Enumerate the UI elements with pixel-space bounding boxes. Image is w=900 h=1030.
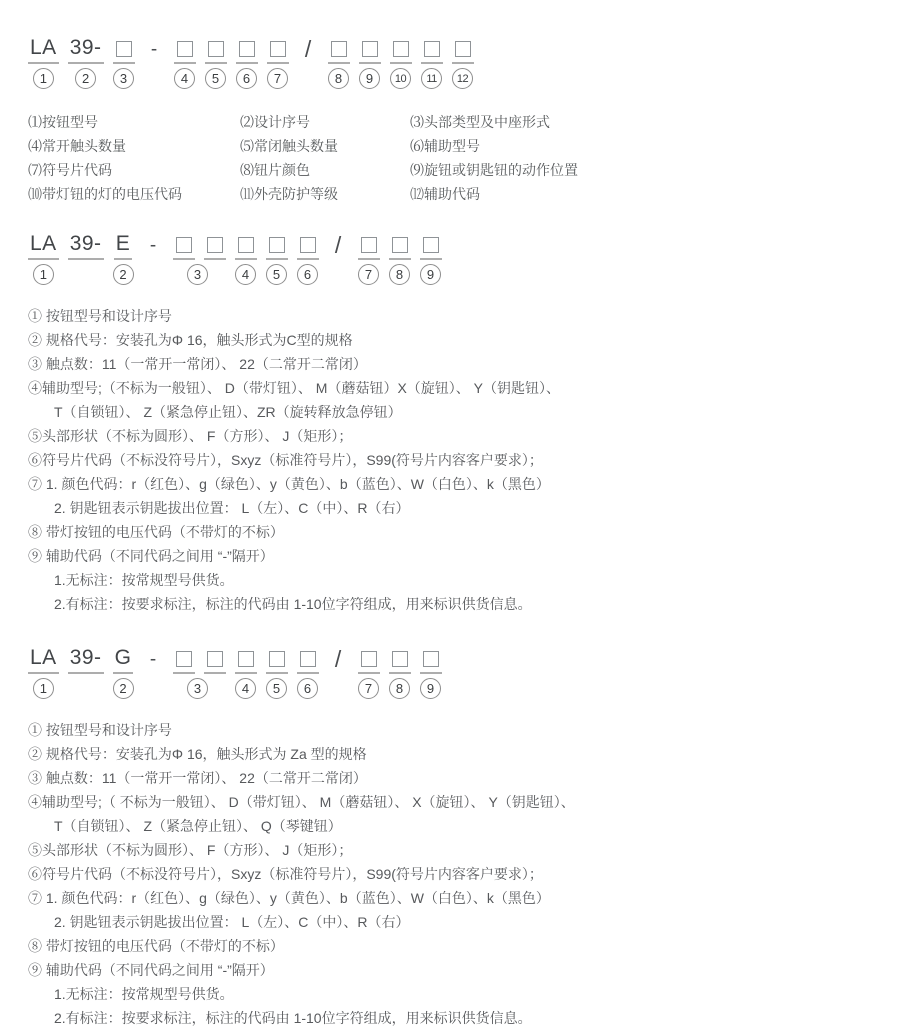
circle-area xyxy=(75,264,96,288)
explanation-line: ⑤头部形状（不标为圆形）、 F（方形）、 J（矩形）； xyxy=(28,842,353,858)
code-box-slot xyxy=(359,36,381,92)
code-box-slot xyxy=(113,36,135,92)
position-number-9: 9 xyxy=(359,68,380,89)
explanation-line: ⑦ 1. 颜色代码：r（红色）、g（绿色）、y（黄色）、b（蓝色）、W（白色）、k（黑色） xyxy=(28,476,550,492)
legend-item: ⑵设计序号 xyxy=(240,114,310,130)
code-box-underline xyxy=(173,646,195,674)
code-box-underline xyxy=(420,232,442,260)
code-box xyxy=(207,237,223,253)
legend-item: ⑻钮片颜色 xyxy=(240,162,310,178)
code-box-underline xyxy=(358,232,380,260)
code-box-underline xyxy=(205,36,227,64)
explanation-line: ① 按钮型号和设计序号 xyxy=(28,308,172,324)
code-box-slot xyxy=(267,36,289,92)
position-number-7: 7 xyxy=(358,678,379,699)
position-number-6: 6 xyxy=(236,68,257,89)
circle-area xyxy=(75,678,96,702)
explanation-line-continuation: 1.无标注：按常规型号供货。 xyxy=(54,572,234,588)
explanation-line: ⑤头部形状（不标为圆形）、 F（方形）、 J（矩形）； xyxy=(28,428,353,444)
circle-area xyxy=(358,264,379,288)
explanation-line: ③ 触点数：11（一常开一常闭）、 22（二常开二常闭） xyxy=(28,356,367,372)
explanation-line: ④辅助型号;（不标为一般钮）、 D（带灯钮）、 M（蘑菇钮）X（旋钮）、 Y（钥匙钮）、 xyxy=(28,380,561,396)
code-box xyxy=(362,41,378,57)
position-number-5: 5 xyxy=(266,678,287,699)
code-box xyxy=(455,41,471,57)
code-box-slot xyxy=(328,36,350,92)
code-box-underline xyxy=(173,232,195,260)
code-box-underline xyxy=(297,232,319,260)
position-number-10: 10 xyxy=(390,68,411,89)
code-box-underline xyxy=(235,232,257,260)
code-box-underline xyxy=(389,646,411,674)
circle-area xyxy=(389,678,410,702)
code-box xyxy=(239,41,255,57)
legend-item: ⑹辅助型号 xyxy=(410,138,480,154)
code-box xyxy=(269,651,285,667)
separator-slot xyxy=(143,646,164,702)
model-prefix-text: G xyxy=(113,646,134,674)
circle-area xyxy=(328,678,349,702)
legend-item: ⑴按钮型号 xyxy=(28,114,98,130)
circle-area xyxy=(33,264,54,288)
hyphen-separator: - xyxy=(149,235,157,256)
circle-area xyxy=(113,264,134,288)
explanation-line: ③ 触点数：11（一常开一常闭）、 22（二常开二常闭） xyxy=(28,770,367,786)
hyphen-separator: - xyxy=(150,39,158,60)
explanation-line: ⑦ 1. 颜色代码：r（红色）、g（绿色）、y（黄色）、b（蓝色）、W（白色）、k（黑色） xyxy=(28,890,550,906)
position-number-12: 12 xyxy=(452,68,473,89)
legend-item: ⑿辅助代码 xyxy=(410,186,480,202)
legend-item: ⑸常闭触头数量 xyxy=(240,138,338,154)
code-box-underline xyxy=(266,232,288,260)
code-box-slot xyxy=(421,36,443,92)
circle-area xyxy=(75,68,96,92)
slash-separator: / xyxy=(304,36,312,62)
legend-item: ⑼旋钮或钥匙钮的动作位置 xyxy=(410,162,578,178)
model-text-slot xyxy=(28,646,59,702)
model-text-slot xyxy=(113,646,134,702)
circle-area xyxy=(33,678,54,702)
model-prefix-text: 39- xyxy=(68,232,104,260)
position-number-5: 5 xyxy=(266,264,287,285)
code-box-underline xyxy=(358,646,380,674)
circle-area xyxy=(358,678,379,702)
circle-area xyxy=(390,68,411,92)
position-number-2: 2 xyxy=(75,68,96,89)
code-box-underline xyxy=(297,646,319,674)
code-box-slot xyxy=(236,36,258,92)
section-model-code-overview xyxy=(28,36,864,206)
position-number-1: 1 xyxy=(33,678,54,699)
code-box-underline xyxy=(113,36,135,64)
position-number-4: 4 xyxy=(174,68,195,89)
circle-area xyxy=(420,678,441,702)
separator-slot xyxy=(328,646,349,702)
position-number-1: 1 xyxy=(33,68,54,89)
code-box xyxy=(424,41,440,57)
code-box xyxy=(300,651,316,667)
code-box-slot xyxy=(420,646,442,702)
code-box-underline xyxy=(236,36,258,64)
position-number-8: 8 xyxy=(389,678,410,699)
code-box-underline xyxy=(204,232,226,260)
code-box xyxy=(116,41,132,57)
position-number-4: 4 xyxy=(235,264,256,285)
code-box-underline xyxy=(390,36,412,64)
code-box-slot xyxy=(389,646,411,702)
circle-area xyxy=(236,68,257,92)
model-text-slot xyxy=(28,232,59,288)
section-la39-g-series xyxy=(28,646,864,1030)
code-box-slot xyxy=(390,36,412,92)
explanation-lines-la39-e xyxy=(28,304,864,616)
code-box xyxy=(300,237,316,253)
code-box xyxy=(361,237,377,253)
separator-slot xyxy=(328,232,349,288)
code-box xyxy=(423,651,439,667)
explanation-line-continuation: T（自锁钮）、 Z（紧急停止钮）、ZR（旋转释放急停钮） xyxy=(54,404,402,420)
code-box-slot xyxy=(358,232,380,288)
model-prefix-text: 39- xyxy=(68,36,104,64)
model-prefix-text: LA xyxy=(28,646,59,674)
code-box-underline xyxy=(421,36,443,64)
code-box-underline xyxy=(267,36,289,64)
circle-area xyxy=(144,68,165,92)
position-number-2: 2 xyxy=(113,678,134,699)
circle-area xyxy=(173,264,202,288)
code-box xyxy=(361,651,377,667)
model-text-slot xyxy=(28,36,59,92)
legend-item: ⑶头部类型及中座形式 xyxy=(410,114,550,130)
circle-area xyxy=(359,68,380,92)
code-box-slot xyxy=(389,232,411,288)
circle-area xyxy=(421,68,442,92)
code-box xyxy=(392,651,408,667)
code-box-underline xyxy=(389,232,411,260)
position-number-2: 2 xyxy=(113,264,134,285)
position-number-1: 1 xyxy=(33,264,54,285)
code-box-slot xyxy=(173,232,202,288)
separator-slot xyxy=(143,232,164,288)
code-box-underline xyxy=(266,646,288,674)
position-number-5: 5 xyxy=(205,68,226,89)
explanation-line: ① 按钮型号和设计序号 xyxy=(28,722,172,738)
explanation-line: ⑨ 辅助代码（不同代码之间用 “-”隔开） xyxy=(28,962,274,978)
explanation-line: ⑥符号片代码（不标没符号片），Sxyz（标准符号片），S99(符号片内容客户要求）； xyxy=(28,452,543,468)
code-box xyxy=(177,41,193,57)
model-text-slot xyxy=(113,232,134,288)
code-box-underline xyxy=(359,36,381,64)
code-box-underline xyxy=(328,36,350,64)
circle-area xyxy=(266,264,287,288)
model-prefix-text: LA xyxy=(28,232,59,260)
code-box-underline xyxy=(174,36,196,64)
explanation-line: ⑧ 带灯按钮的电压代码（不带灯的不标） xyxy=(28,938,284,954)
circle-area xyxy=(328,68,349,92)
position-number-9: 9 xyxy=(420,678,441,699)
code-box-slot xyxy=(204,232,226,288)
position-number-3: 3 xyxy=(187,678,208,699)
legend-item: ⑺符号片代码 xyxy=(28,162,112,178)
circle-area xyxy=(297,264,318,288)
position-number-3: 3 xyxy=(187,264,208,285)
circle-area xyxy=(452,68,473,92)
code-box-slot xyxy=(266,232,288,288)
slash-separator: / xyxy=(334,646,342,672)
model-text-slot xyxy=(68,646,104,702)
separator-slot xyxy=(298,36,319,92)
model-prefix-text: 39- xyxy=(68,646,104,674)
circle-area xyxy=(328,264,349,288)
code-box-slot xyxy=(205,36,227,92)
code-box-slot xyxy=(174,36,196,92)
circle-area xyxy=(297,678,318,702)
code-box-slot xyxy=(235,646,257,702)
model-prefix-text: LA xyxy=(28,36,59,64)
code-box-slot xyxy=(452,36,474,92)
position-number-11: 11 xyxy=(421,68,442,89)
circle-area xyxy=(205,68,226,92)
position-number-8: 8 xyxy=(389,264,410,285)
code-box xyxy=(207,651,223,667)
code-box xyxy=(392,237,408,253)
legend-item: ⑾外壳防护等级 xyxy=(240,186,338,202)
circle-area xyxy=(420,264,441,288)
code-box-underline xyxy=(235,646,257,674)
circle-area xyxy=(113,678,134,702)
code-box xyxy=(269,237,285,253)
circle-area xyxy=(235,264,256,288)
explanation-line: ② 规格代号：安装孔为Φ 16，触头形式为C型的规格 xyxy=(28,332,353,348)
circle-area xyxy=(389,264,410,288)
position-number-3: 3 xyxy=(113,68,134,89)
position-number-9: 9 xyxy=(420,264,441,285)
code-box-slot xyxy=(358,646,380,702)
model-prefix-text: E xyxy=(114,232,133,260)
explanation-line-continuation: 2.有标注：按要求标注，标注的代码由 1-10位字符组成，用来标识供货信息。 xyxy=(54,596,532,612)
model-text-slot xyxy=(68,36,104,92)
code-box xyxy=(423,237,439,253)
circle-area xyxy=(266,678,287,702)
explanation-line: ④辅助型号;（ 不标为一般钮）、 D（带灯钮）、 M（蘑菇钮）、 X（旋钮）、 Y（钥匙钮）、 xyxy=(28,794,575,810)
code-box-slot xyxy=(266,646,288,702)
code-box-slot xyxy=(420,232,442,288)
code-box-slot xyxy=(297,646,319,702)
code-box-slot xyxy=(297,232,319,288)
code-box-slot xyxy=(235,232,257,288)
explanation-line-continuation: 2. 钥匙钮表示钥匙拔出位置： L（左）、C（中）、R（右） xyxy=(54,500,410,516)
circle-area xyxy=(173,678,202,702)
slash-separator: / xyxy=(334,232,342,258)
code-box xyxy=(270,41,286,57)
hyphen-separator: - xyxy=(149,649,157,670)
model-code-row-la39-g xyxy=(28,646,864,702)
circle-area xyxy=(143,678,164,702)
legend-grid xyxy=(28,110,864,206)
model-text-slot xyxy=(68,232,104,288)
explanation-line-continuation: 1.无标注：按常规型号供货。 xyxy=(54,986,234,1002)
code-box-underline xyxy=(452,36,474,64)
legend-item: ⑽带灯钮的灯的电压代码 xyxy=(28,186,182,202)
code-box xyxy=(176,651,192,667)
position-number-7: 7 xyxy=(358,264,379,285)
explanation-line: ⑧ 带灯按钮的电压代码（不带灯的不标） xyxy=(28,524,284,540)
code-box xyxy=(176,237,192,253)
explanation-line: ⑥符号片代码（不标没符号片），Sxyz（标准符号片），S99(符号片内容客户要求）； xyxy=(28,866,543,882)
code-box xyxy=(331,41,347,57)
explanation-line-continuation: T（自锁钮）、 Z（紧急停止钮）、 Q（琴键钮） xyxy=(54,818,342,834)
code-box xyxy=(208,41,224,57)
explanation-line-continuation: 2. 钥匙钮表示钥匙拔出位置： L（左）、C（中）、R（右） xyxy=(54,914,410,930)
code-box xyxy=(393,41,409,57)
section-la39-e-series xyxy=(28,232,864,616)
code-box xyxy=(238,651,254,667)
position-number-6: 6 xyxy=(297,678,318,699)
explanation-line: ② 规格代号：安装孔为Φ 16，触头形式为 Za 型的规格 xyxy=(28,746,367,762)
code-box-slot xyxy=(173,646,202,702)
separator-slot xyxy=(144,36,165,92)
legend-item: ⑷常开触头数量 xyxy=(28,138,126,154)
position-number-6: 6 xyxy=(297,264,318,285)
circle-area xyxy=(33,68,54,92)
model-code-row-la39-e xyxy=(28,232,864,288)
circle-area xyxy=(174,68,195,92)
code-box xyxy=(238,237,254,253)
explanation-lines-la39-g xyxy=(28,718,864,1030)
explanation-line: ⑨ 辅助代码（不同代码之间用 “-”隔开） xyxy=(28,548,274,564)
position-number-7: 7 xyxy=(267,68,288,89)
explanation-line-continuation: 2.有标注：按要求标注，标注的代码由 1-10位字符组成，用来标识供货信息。 xyxy=(54,1010,532,1026)
model-code-row-overview xyxy=(28,36,864,92)
code-box-underline xyxy=(420,646,442,674)
circle-area xyxy=(235,678,256,702)
circle-area xyxy=(267,68,288,92)
circle-area xyxy=(143,264,164,288)
position-number-4: 4 xyxy=(235,678,256,699)
circle-area xyxy=(113,68,134,92)
circle-area xyxy=(298,68,319,92)
code-box-slot xyxy=(204,646,226,702)
code-box-underline xyxy=(204,646,226,674)
position-number-8: 8 xyxy=(328,68,349,89)
